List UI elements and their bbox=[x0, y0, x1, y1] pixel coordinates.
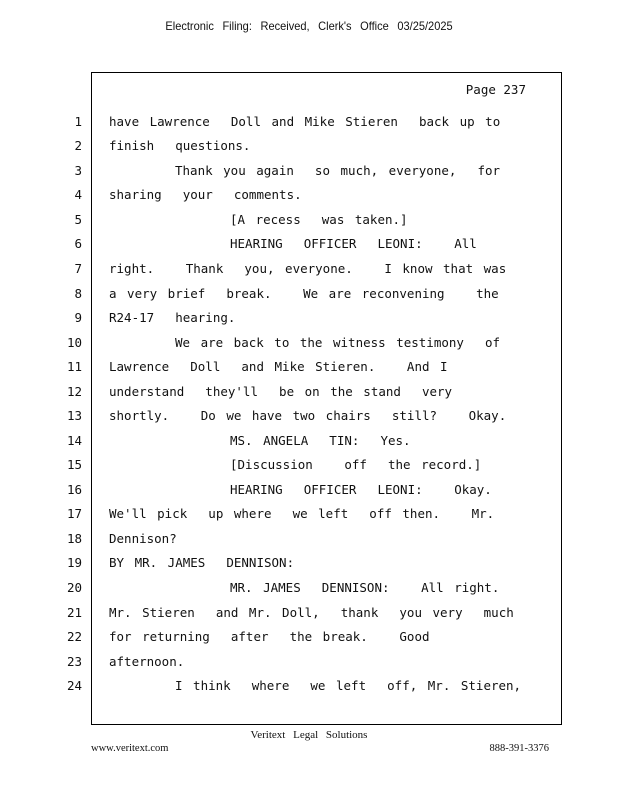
transcript-line bbox=[0, 261, 618, 281]
line-number: 1 bbox=[74, 114, 82, 129]
line-number: 10 bbox=[66, 335, 82, 350]
line-text: have Lawrence Doll and Mike Stieren back up to bbox=[109, 114, 501, 129]
line-text: Lawrence Doll and Mike Stieren. And I bbox=[109, 359, 448, 374]
transcript-line bbox=[0, 138, 618, 158]
line-text: MS. ANGELA TIN: Yes. bbox=[230, 433, 411, 448]
transcript-line bbox=[0, 236, 618, 256]
line-text: HEARING OFFICER LEONI: Okay. bbox=[230, 482, 492, 497]
line-number: 24 bbox=[66, 678, 82, 693]
transcript-line bbox=[0, 531, 618, 551]
line-number: 21 bbox=[66, 605, 82, 620]
transcript-line bbox=[0, 580, 618, 600]
transcript-line bbox=[0, 408, 618, 428]
transcript-line bbox=[0, 335, 618, 355]
line-number: 22 bbox=[66, 629, 82, 644]
line-number: 15 bbox=[66, 457, 82, 472]
transcript-line bbox=[0, 187, 618, 207]
line-text: Dennison? bbox=[109, 531, 177, 546]
line-text: sharing your comments. bbox=[109, 187, 302, 202]
transcript-line bbox=[0, 163, 618, 183]
line-text: I think where we left off, Mr. Stieren, bbox=[175, 678, 522, 693]
page-number: Page 237 bbox=[465, 82, 526, 97]
line-text: right. Thank you, everyone. I know that was bbox=[109, 261, 507, 276]
line-number: 16 bbox=[66, 482, 82, 497]
line-number: 3 bbox=[74, 163, 82, 178]
line-number: 7 bbox=[74, 261, 82, 276]
line-number: 18 bbox=[66, 531, 82, 546]
line-number: 4 bbox=[74, 187, 82, 202]
transcript-line bbox=[0, 555, 618, 575]
line-number: 14 bbox=[66, 433, 82, 448]
transcript-line bbox=[0, 286, 618, 306]
transcript-line bbox=[0, 506, 618, 526]
line-text: a very brief break. We are reconvening the bbox=[109, 286, 499, 301]
line-number: 20 bbox=[66, 580, 82, 595]
transcript-line bbox=[0, 384, 618, 404]
transcript-line bbox=[0, 212, 618, 232]
line-text: afternoon. bbox=[109, 654, 185, 669]
line-number: 5 bbox=[74, 212, 82, 227]
filing-stamp-header: Electronic Filing: Received, Clerk's Office 03/25/2025 bbox=[165, 19, 453, 33]
line-number: 6 bbox=[74, 236, 82, 251]
transcript-line bbox=[0, 678, 618, 698]
line-text: [Discussion off the record.] bbox=[230, 457, 482, 472]
line-text: We'll pick up where we left off then. Mr. bbox=[109, 506, 495, 521]
line-text: finish questions. bbox=[109, 138, 251, 153]
line-text: shortly. Do we have two chairs still? Okay. bbox=[109, 408, 507, 423]
line-text: Thank you again so much, everyone, for bbox=[175, 163, 501, 178]
footer-website: www.veritext.com bbox=[91, 743, 169, 754]
transcript-line bbox=[0, 629, 618, 649]
transcript-line bbox=[0, 654, 618, 674]
line-text: R24-17 hearing. bbox=[109, 310, 236, 325]
transcript-line bbox=[0, 359, 618, 379]
transcript-line bbox=[0, 114, 618, 134]
line-number: 11 bbox=[66, 359, 82, 374]
line-text: for returning after the break. Good bbox=[109, 629, 430, 644]
line-text: Mr. Stieren and Mr. Doll, thank you very much bbox=[109, 605, 514, 620]
transcript-line bbox=[0, 457, 618, 477]
line-number: 17 bbox=[66, 506, 82, 521]
line-number: 13 bbox=[66, 408, 82, 423]
transcript-line bbox=[0, 482, 618, 502]
line-text: BY MR. JAMES DENNISON: bbox=[109, 555, 295, 570]
line-number: 2 bbox=[74, 138, 82, 153]
transcript-line bbox=[0, 433, 618, 453]
line-number: 12 bbox=[66, 384, 82, 399]
line-text: We are back to the witness testimony of bbox=[175, 335, 501, 350]
transcript-line bbox=[0, 310, 618, 330]
line-number: 23 bbox=[66, 654, 82, 669]
line-number: 19 bbox=[66, 555, 82, 570]
line-number: 8 bbox=[74, 286, 82, 301]
transcript-line bbox=[0, 605, 618, 625]
line-text: MR. JAMES DENNISON: All right. bbox=[230, 580, 500, 595]
footer-company: Veritext Legal Solutions bbox=[250, 729, 368, 741]
footer-phone: 888-391-3376 bbox=[489, 743, 549, 754]
line-text: understand they'll be on the stand very bbox=[109, 384, 453, 399]
line-text: HEARING OFFICER LEONI: All bbox=[230, 236, 477, 251]
line-number: 9 bbox=[74, 310, 82, 325]
line-text: [A recess was taken.] bbox=[230, 212, 408, 227]
